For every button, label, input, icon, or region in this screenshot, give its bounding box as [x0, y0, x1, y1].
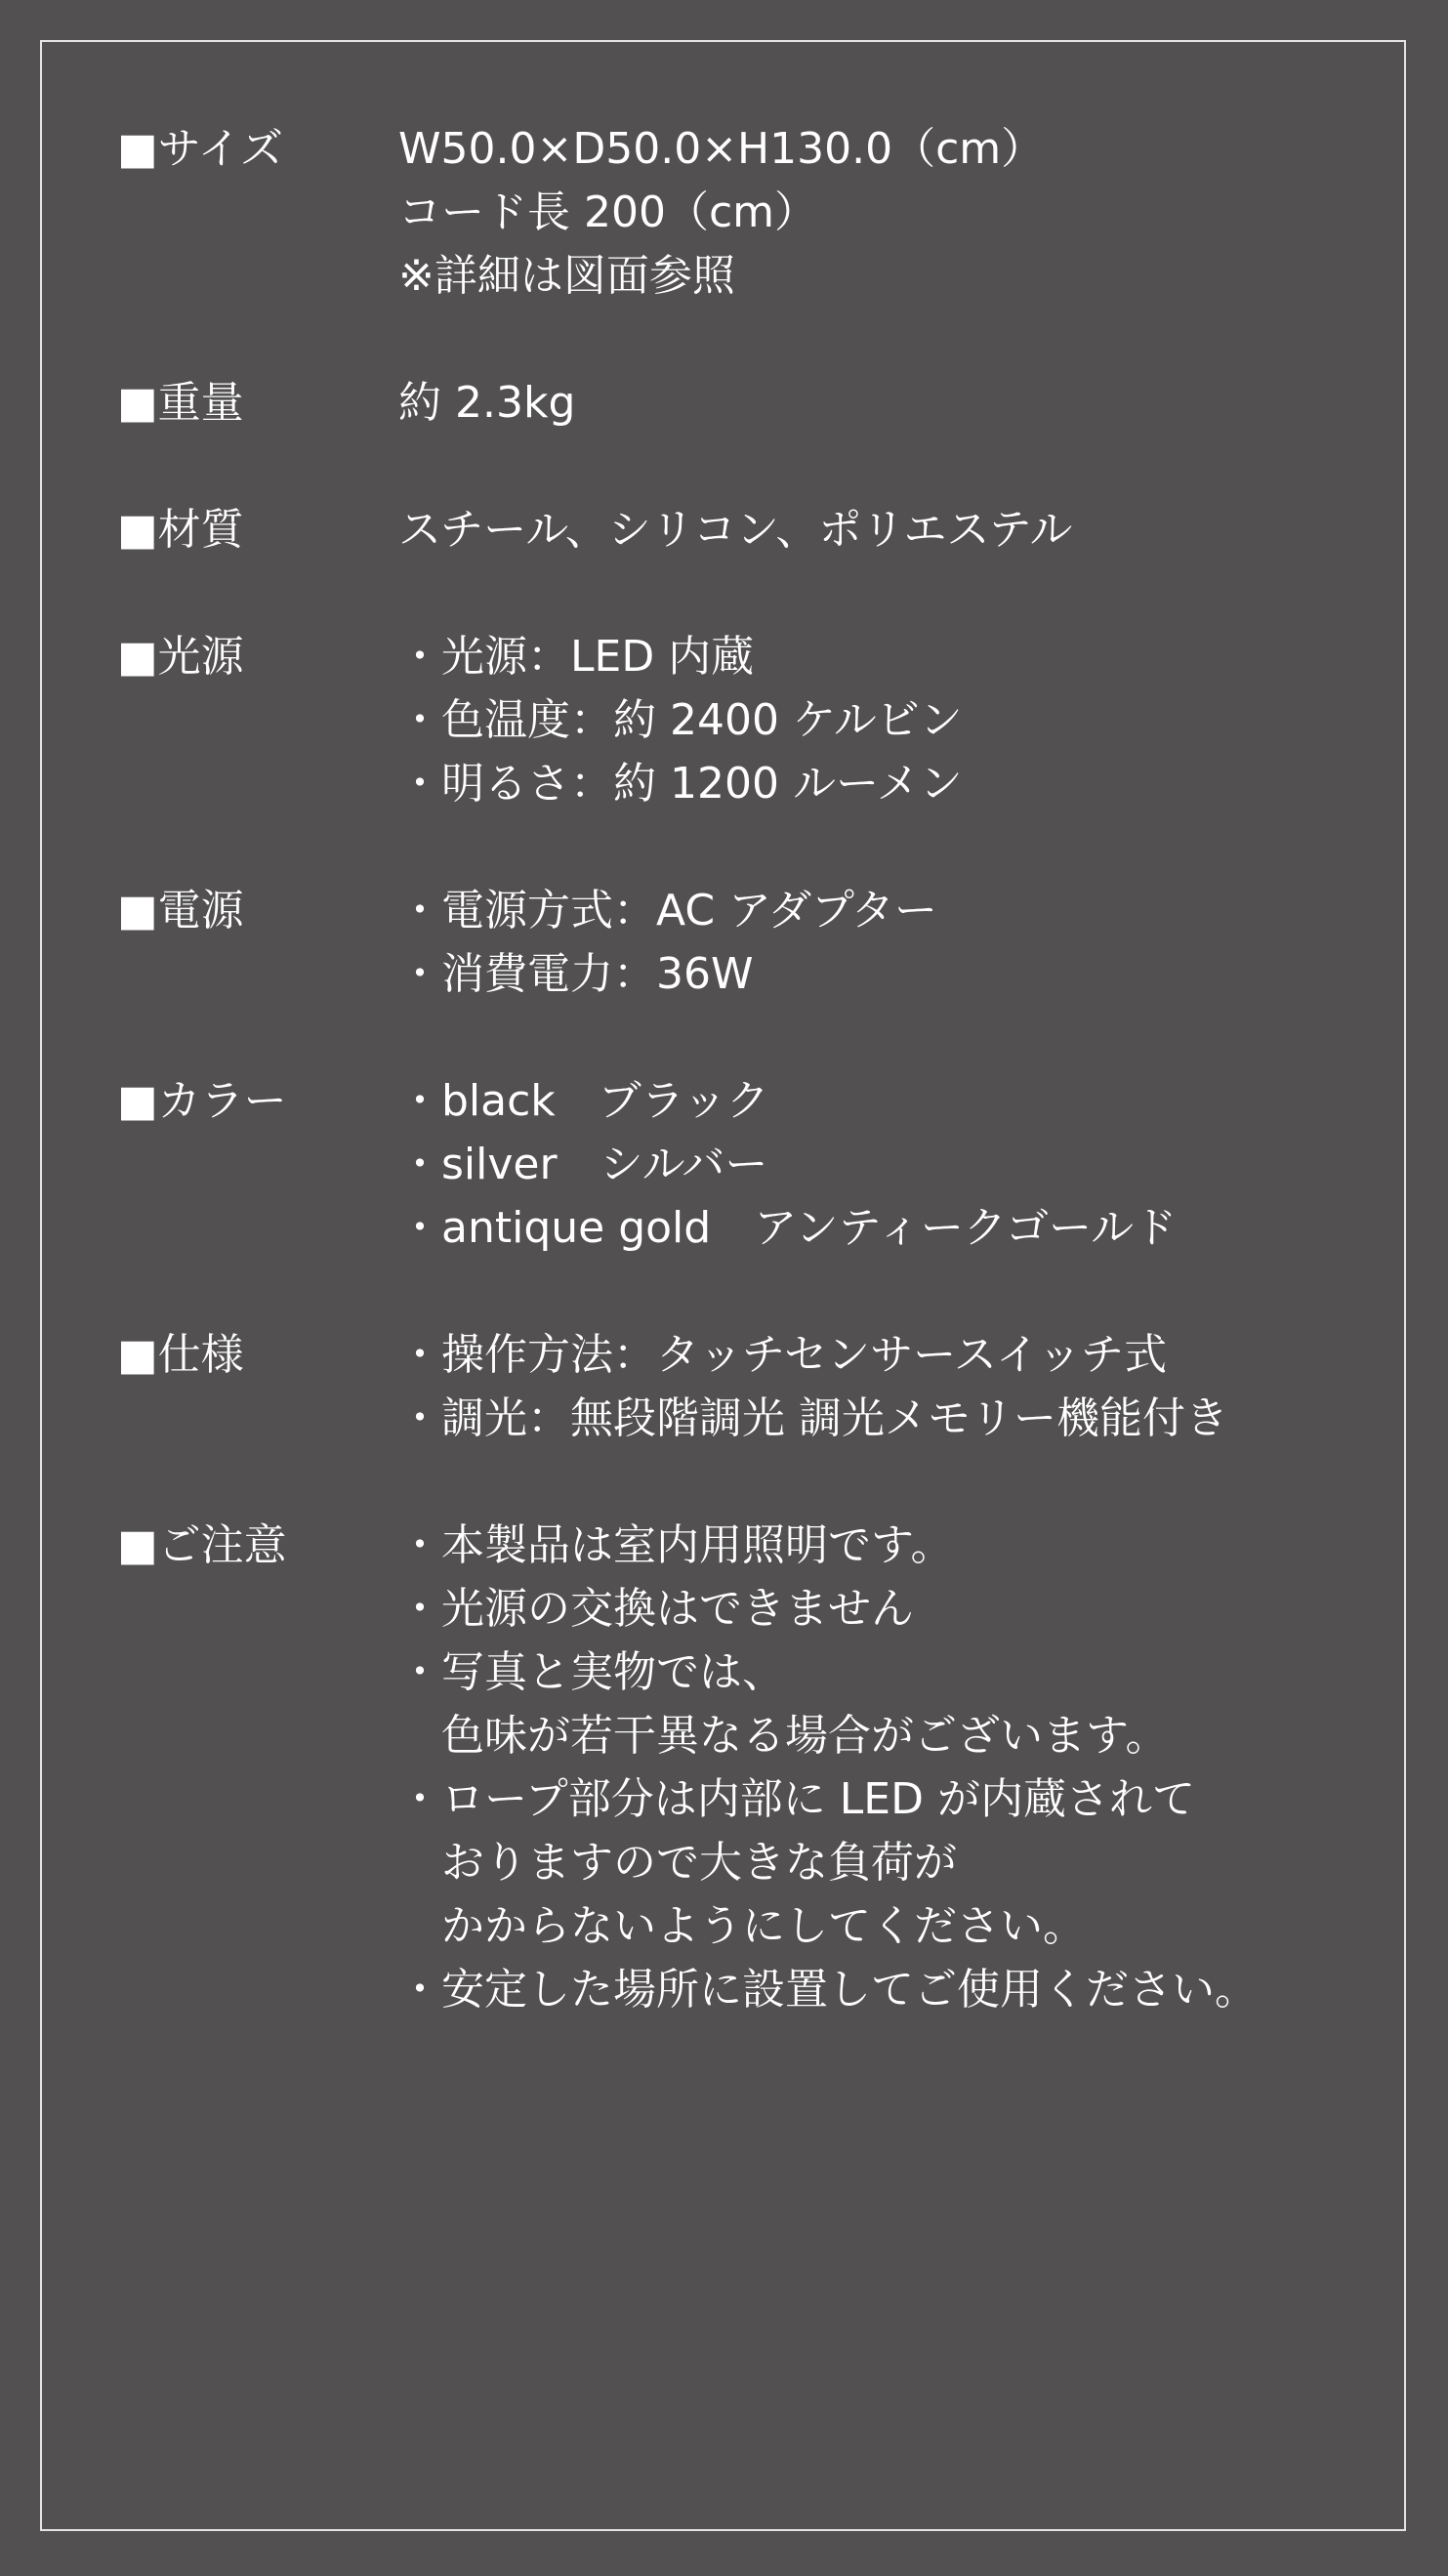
spec-value-line: ・写真と実物では、 [398, 1647, 785, 1697]
spec-value-line: ・明るさ：約 1200 ルーメン [398, 759, 963, 809]
spec-value-line: ・光源の交換はできません [398, 1584, 914, 1634]
spec-label: ■仕様 [117, 1330, 244, 1380]
spec-values [398, 1323, 1328, 1450]
spec-value-line: 色味が若干異なる場合がございます。 [398, 1711, 1169, 1761]
spec-value-line: ・black ブラック [398, 1076, 769, 1126]
spec-value-line: ・antique gold アンティークゴールド [398, 1203, 1178, 1253]
spec-values [398, 117, 1328, 308]
spec-values [398, 498, 1328, 561]
spec-label: ■光源 [117, 632, 244, 682]
spec-list [117, 117, 1328, 2085]
spec-label: ■ご注意 [117, 1520, 287, 1570]
spec-label: ■重量 [117, 378, 244, 428]
spec-label: ■電源 [117, 886, 244, 935]
spec-value-line: W50.0×D50.0×H130.0（cm） [398, 124, 1045, 174]
spec-value-line: コード長 200（cm） [398, 187, 818, 237]
spec-label: ■カラー [117, 1076, 287, 1126]
spec-row-material [117, 498, 1328, 561]
spec-label: ■材質 [117, 505, 244, 555]
spec-row-weight [117, 371, 1328, 435]
spec-value-line: ・調光：無段階調光 調光メモリー機能付き [398, 1393, 1228, 1443]
spec-value-line: おりますので大きな負荷が [398, 1838, 957, 1888]
spec-values [398, 879, 1328, 1006]
spec-value-line: ・ロープ部分は内部に LED が内蔵されて [398, 1774, 1195, 1824]
spec-value-line: ・操作方法：タッチセンサースイッチ式 [398, 1330, 1168, 1380]
spec-row-caution [117, 1514, 1328, 2021]
spec-values [398, 625, 1328, 815]
spec-value-line: ・電源方式：AC アダプター [398, 886, 937, 935]
spec-value-line: 約 2.3kg [398, 378, 576, 428]
spec-values [398, 1069, 1328, 1260]
spec-row-color [117, 1069, 1328, 1260]
spec-row-specification [117, 1323, 1328, 1450]
spec-value-line: ※詳細は図面参照 [398, 251, 735, 301]
spec-values [398, 1514, 1328, 2021]
spec-value-line: スチール、シリコン、ポリエステル [398, 505, 1073, 555]
spec-value-line: ・光源：LED 内蔵 [398, 632, 755, 682]
spec-value-line: ・色温度：約 2400 ケルビン [398, 695, 963, 745]
spec-value-line: かからないようにしてください。 [398, 1901, 1086, 1951]
spec-value-line: ・安定した場所に設置してご使用ください。 [398, 1965, 1258, 2015]
spec-row-power [117, 879, 1328, 1006]
spec-row-light-source [117, 625, 1328, 815]
spec-value-line: ・消費電力：36W [398, 949, 754, 999]
spec-row-size [117, 117, 1328, 308]
spec-values [398, 371, 1328, 435]
spec-value-line: ・silver シルバー [398, 1140, 768, 1189]
spec-label: ■サイズ [117, 124, 284, 174]
spec-value-line: ・本製品は室内用照明です。 [398, 1520, 954, 1570]
